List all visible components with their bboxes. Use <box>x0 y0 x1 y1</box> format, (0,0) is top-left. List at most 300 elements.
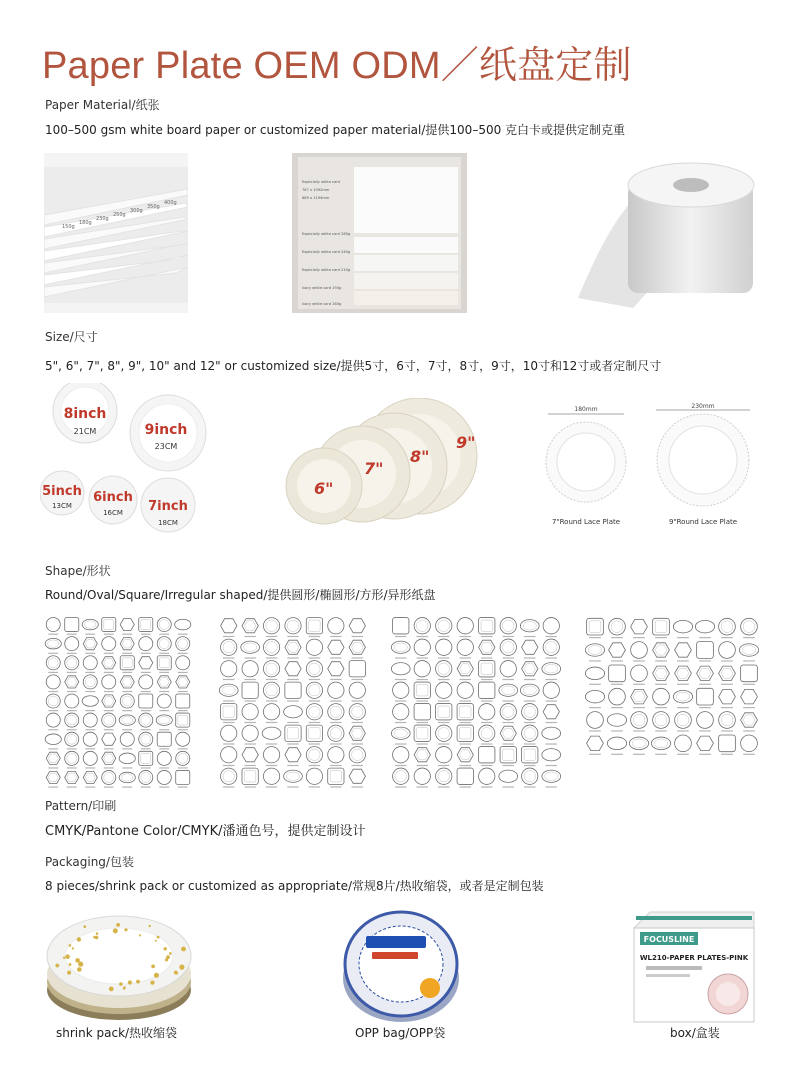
shape-caption-line <box>460 679 471 680</box>
shape-caption-line <box>159 729 169 730</box>
plate-shape-outline <box>287 620 298 631</box>
plate-shape-outline <box>159 639 169 649</box>
plate-shape-outline <box>546 642 557 653</box>
shape-caption-line <box>159 767 169 768</box>
plate-shape-outline <box>741 689 758 704</box>
shape-caption-line <box>743 637 755 638</box>
paper-stack-image <box>44 153 188 313</box>
swatch-line: Especially white card 280g <box>302 232 351 236</box>
plate-shape-outline <box>503 642 514 653</box>
gsm-label: 400g <box>164 200 177 206</box>
plate-shape-outline <box>417 685 428 696</box>
plate-shape-outline <box>244 771 255 782</box>
plate-shape-outline <box>309 706 320 717</box>
shape-caption-line <box>223 786 234 787</box>
plate-shape-outline <box>349 661 365 677</box>
pattern-text: CMYK/Pantone Color/CMYK/潘通色号，提供定制设计 <box>45 824 366 839</box>
shape-caption-line <box>589 707 601 708</box>
shape-caption-line <box>141 710 151 711</box>
shape-caption-line <box>104 691 114 692</box>
shape-caption-line <box>48 653 58 654</box>
gold-dot <box>55 964 59 968</box>
plate-6inch-inch: 6inch <box>93 490 133 505</box>
plate-shape-outline <box>677 714 689 726</box>
plate-shape-outline <box>438 728 449 739</box>
shape-caption-line <box>611 730 623 731</box>
plate-shape-outline <box>122 696 132 706</box>
gold-dot <box>116 923 120 927</box>
shape-caption-line <box>104 672 114 673</box>
plate-shape-outline <box>393 747 409 763</box>
shape-caption-line <box>330 636 341 637</box>
shape-caption-line <box>48 729 58 730</box>
stack-label-6: 6" <box>314 479 334 498</box>
shape-caption-line <box>655 660 667 661</box>
shape-caption-line <box>159 786 169 787</box>
plate-shape-outline <box>349 769 365 783</box>
plate-shape-outline <box>242 725 258 741</box>
shape-caption-line <box>48 710 58 711</box>
plate-shape-outline <box>141 715 151 725</box>
shape-caption-line <box>503 657 514 658</box>
shape-caption-line <box>141 672 151 673</box>
shape-caption-line <box>223 636 234 637</box>
shape-caption-line <box>438 765 449 766</box>
plate-shape-outline <box>263 747 279 763</box>
plate-shape-outline <box>328 747 344 763</box>
plate-5inch <box>40 471 84 515</box>
shape-caption-line <box>524 657 535 658</box>
shape-caption-line <box>266 743 277 744</box>
shape-caption-line <box>287 679 298 680</box>
plate-shape-outline <box>438 620 449 631</box>
shape-caption-line <box>611 754 623 755</box>
plate-shape-outline <box>655 714 667 726</box>
gsm-label: 150g <box>62 224 75 230</box>
plate-shape-outline <box>309 663 320 674</box>
plate-shape-outline <box>585 667 604 680</box>
shape-caption-line <box>266 679 277 680</box>
plate-shape-outline <box>394 729 407 738</box>
plate-shape-outline <box>414 768 430 784</box>
plate-shape-outline <box>306 639 322 655</box>
plate-shape-outline <box>328 682 344 698</box>
plate-shape-outline <box>414 639 430 655</box>
plate-shape-outline <box>349 682 365 698</box>
plate-shape-outline <box>139 694 153 708</box>
plate-shape-outline <box>349 619 365 633</box>
plate-shape-outline <box>545 772 558 781</box>
shape-caption-line <box>266 700 277 701</box>
stack-label-7: 7" <box>364 459 384 478</box>
plate-shape-outline <box>83 656 97 670</box>
shape-caption-line <box>721 707 733 708</box>
shape-caption-line <box>244 722 255 723</box>
shape-caption-line <box>611 684 623 685</box>
shape-caption-line <box>438 743 449 744</box>
shape-caption-line <box>244 700 255 701</box>
plate-shape-outline <box>309 728 320 739</box>
size-text: 5", 6", 7", 8", 9", 10" and 12" or customized size/提供5寸，6寸，7寸，8寸，9寸，10寸和12寸或者定制尺寸 <box>45 359 662 373</box>
plate-shape-outline <box>328 662 344 676</box>
stack-label-9: 9" <box>456 433 476 452</box>
plate-shape-outline <box>695 620 714 633</box>
shape-caption-line <box>67 672 77 673</box>
plate-shape-outline <box>67 773 77 781</box>
shape-caption-line <box>330 657 341 658</box>
shape-caption-line <box>611 660 623 661</box>
plate-shape-outline <box>522 640 538 654</box>
shrink-pack-image <box>44 912 194 1024</box>
shape-caption-line <box>633 684 645 685</box>
shape-caption-line <box>85 653 95 654</box>
gold-dot <box>151 965 155 969</box>
gold-dot <box>181 947 186 952</box>
shape-caption-line <box>721 684 733 685</box>
shape-caption-line <box>589 754 601 755</box>
plate-shape-outline <box>414 661 430 677</box>
plate-shape-outline <box>457 682 473 698</box>
shape-caption-line <box>633 637 645 638</box>
shape-caption-line <box>524 679 535 680</box>
stacked-plate-6 <box>286 448 362 524</box>
shape-caption-line <box>699 754 711 755</box>
shape-caption-line <box>178 634 188 635</box>
plate-shape-outline <box>438 706 449 717</box>
plate-5inch-inch: 5inch <box>42 484 82 499</box>
plate-shape-outline <box>479 682 495 698</box>
plate-shape-outline <box>585 690 604 703</box>
plate-shape-outline <box>67 678 77 687</box>
shape-caption-line <box>524 786 535 787</box>
plate-shape-outline <box>266 620 277 631</box>
shape-caption-line <box>503 786 514 787</box>
plate-shape-outline <box>287 728 298 739</box>
plate-shape-outline <box>309 685 320 696</box>
shape-text: Round/Oval/Square/Irregular shaped/提供圆形/椭圆形/方形/异形纸盘 <box>45 588 436 602</box>
box-image <box>630 908 758 1024</box>
shape-caption-line <box>699 707 711 708</box>
swatch-line: 889 x 1194mm <box>302 196 330 200</box>
plate-shape-outline <box>46 713 60 727</box>
plate-shape-outline <box>102 637 116 651</box>
gold-dot <box>155 940 157 942</box>
shape-caption-line <box>438 700 449 701</box>
plate-shape-outline <box>102 733 116 745</box>
plate-shape-outline <box>393 704 409 720</box>
plate-shape-outline <box>589 621 601 633</box>
plate-shape-outline <box>393 618 409 634</box>
shape-caption-line <box>460 700 471 701</box>
gold-dot <box>69 944 72 947</box>
swatch-line: Especially white card 240g <box>302 250 351 254</box>
shape-caption-line <box>266 765 277 766</box>
gold-dot <box>136 980 140 984</box>
plate-shape-outline <box>266 663 277 674</box>
plate-shape-outline <box>176 656 190 670</box>
plate-shape-outline <box>460 706 471 717</box>
plate-shape-outline <box>632 739 645 748</box>
plate-shape-outline <box>677 668 689 678</box>
plate-shape-outline <box>244 643 257 652</box>
plate-shape-outline <box>500 661 516 677</box>
shape-caption-line <box>85 672 95 673</box>
shape-caption-line <box>503 700 514 701</box>
plate-7inch <box>141 478 195 532</box>
plate-shape-outline <box>178 715 188 725</box>
plate-shape-outline <box>46 618 60 632</box>
plate-shape-outline <box>743 621 755 633</box>
plate-shape-outline <box>503 728 514 738</box>
shape-caption-line <box>159 653 169 654</box>
shape-caption-line <box>503 722 514 723</box>
shape-caption-line <box>352 657 363 658</box>
plate-shape-outline <box>352 642 363 652</box>
plate-shape-outline <box>524 749 535 760</box>
shape-caption-line <box>546 743 557 744</box>
plate-shape-outline <box>633 714 645 726</box>
plate-shape-outline <box>119 753 135 764</box>
shape-caption-line <box>743 730 755 731</box>
plate-shape-outline <box>223 642 234 653</box>
shape-caption-line <box>159 691 169 692</box>
gold-dot <box>119 982 123 986</box>
shape-caption-line <box>546 786 557 787</box>
plate-shape-outline <box>83 732 97 746</box>
shape-caption-line <box>611 637 623 638</box>
plate-shape-outline <box>719 689 736 704</box>
plate-shape-outline <box>306 768 322 784</box>
plate-shape-outline <box>697 736 714 751</box>
shape-caption-line <box>159 634 169 635</box>
gold-dot <box>109 987 114 992</box>
plate-shape-outline <box>524 728 535 739</box>
shape-caption-line <box>287 786 298 787</box>
shape-caption-line <box>244 679 255 680</box>
box-title: WL210-PAPER PLATES-PINK <box>639 954 749 962</box>
plate-shape-outline <box>85 621 96 628</box>
shape-caption-line <box>633 707 645 708</box>
gold-dot <box>169 952 172 955</box>
gold-dot <box>150 981 154 985</box>
shape-caption-line <box>699 637 711 638</box>
shape-caption-line <box>48 634 58 635</box>
plate-shape-outline <box>542 727 561 739</box>
gold-dot <box>96 932 99 935</box>
gold-dot <box>65 954 70 959</box>
shape-caption-line <box>417 786 428 787</box>
shape-caption-line <box>395 743 406 744</box>
shape-caption-line <box>178 767 188 768</box>
gold-dot <box>124 928 127 931</box>
plate-shape-outline <box>286 772 299 781</box>
gold-dot <box>75 958 80 963</box>
plate-shape-outline <box>653 688 670 705</box>
plate-shape-outline <box>157 732 171 746</box>
plate-shape-outline <box>481 642 492 652</box>
shape-caption-line <box>141 634 151 635</box>
plate-shape-outline <box>719 642 736 659</box>
shape-caption-line <box>85 729 95 730</box>
shape-caption-line <box>48 767 58 768</box>
plate-shape-outline <box>141 620 151 630</box>
plate-shape-outline <box>479 747 495 763</box>
shape-caption-line <box>178 691 188 692</box>
caption-opp-bag: OPP bag/OPP袋 <box>355 1026 446 1040</box>
plate-shape-outline <box>242 748 258 762</box>
shape-caption-line <box>677 684 689 685</box>
plate-shape-outline <box>65 694 79 708</box>
gold-dot <box>93 936 96 939</box>
plate-shape-outline <box>285 682 301 698</box>
shape-caption-line <box>48 691 58 692</box>
shape-caption-line <box>481 636 492 637</box>
shape-caption-line <box>395 657 406 658</box>
plate-shape-outline <box>67 734 77 744</box>
gold-dot <box>175 972 178 975</box>
shape-caption-line <box>524 722 535 723</box>
plate-shape-outline <box>83 713 97 727</box>
lace-plate-9 <box>656 403 750 526</box>
shape-caption-line <box>178 653 188 654</box>
shape-caption-line <box>546 657 557 658</box>
plate-shape-outline <box>499 770 518 782</box>
gold-dot <box>63 957 65 959</box>
shape-caption-line <box>417 657 428 658</box>
shape-caption-line <box>122 710 132 711</box>
plate-shape-outline <box>141 753 151 763</box>
plate-shape-outline <box>697 712 714 729</box>
plate-shape-outline <box>176 732 190 746</box>
plate-shape-outline <box>524 664 535 674</box>
plate-shape-outline <box>104 697 114 706</box>
gold-dot <box>67 971 71 975</box>
shape-caption-line <box>352 679 363 680</box>
shape-caption-line <box>309 679 320 680</box>
plate-shape-outline <box>438 663 449 674</box>
opp-bag-image <box>342 906 460 1024</box>
plate-shape-outline <box>607 714 626 727</box>
plate-shape-outline <box>675 643 692 657</box>
shape-caption-line <box>48 672 58 673</box>
gold-dot <box>179 965 184 970</box>
shape-caption-line <box>330 786 341 787</box>
caption-box: box/盒装 <box>670 1026 720 1040</box>
plate-shape-outline <box>242 682 258 698</box>
plate-shape-outline <box>122 639 132 648</box>
plate-shape-outline <box>436 682 452 698</box>
shape-caption-line <box>309 786 320 787</box>
shape-caption-line <box>589 684 601 685</box>
size-plates-image <box>40 383 220 533</box>
plate-shape-outline <box>266 642 277 653</box>
shape-caption-line <box>481 679 492 680</box>
shape-caption-line <box>223 722 234 723</box>
shape-caption-line <box>352 743 363 744</box>
plate-shape-outline <box>587 712 604 729</box>
plate-shape-outline <box>697 688 714 705</box>
shape-caption-line <box>85 634 95 635</box>
pattern-label: Pattern/印刷 <box>45 799 117 813</box>
plate-shape-outline <box>262 727 281 739</box>
plate-6inch-cm: 16CM <box>103 509 123 517</box>
shape-caption-line <box>48 786 58 787</box>
plate-shape-outline <box>741 735 758 752</box>
plate-shape-outline <box>545 664 558 673</box>
shape-caption-line <box>633 754 645 755</box>
plate-shape-outline <box>609 688 626 705</box>
shape-caption-line <box>589 660 601 661</box>
plate-shape-outline <box>120 732 134 746</box>
shape-caption-line <box>352 700 363 701</box>
shape-caption-line <box>721 637 733 638</box>
shape-caption-line <box>699 684 711 685</box>
plate-shape-outline <box>139 675 153 689</box>
shape-caption-line <box>141 748 151 749</box>
shape-caption-line <box>309 743 320 744</box>
stack-label-8: 8" <box>410 447 430 466</box>
shape-caption-line <box>67 748 77 749</box>
plate-shape-outline <box>176 770 190 784</box>
gold-dot <box>157 936 160 939</box>
plate-shape-outline <box>48 658 58 668</box>
plate-shape-outline <box>104 620 114 630</box>
plate-shape-outline <box>352 749 363 760</box>
shape-caption-line <box>395 700 406 701</box>
plate-shape-outline <box>330 728 341 739</box>
shape-caption-line <box>743 660 755 661</box>
plate-shape-outline <box>436 639 452 655</box>
shape-caption-line <box>743 684 755 685</box>
plate-shape-outline <box>159 678 169 687</box>
plate-9inch-cm: 23CM <box>154 442 178 451</box>
box-brand: FOCUSLINE <box>643 935 695 944</box>
plate-shape-outline <box>104 715 114 725</box>
plate-shape-outline <box>284 706 303 718</box>
lace-plates-image <box>540 400 760 530</box>
plate-shape-outline <box>721 714 733 726</box>
shape-caption-line <box>611 707 623 708</box>
shape-caption-line <box>287 722 298 723</box>
gold-dot <box>154 973 159 978</box>
swatch-line: Especially white card 210g <box>302 268 351 272</box>
plate-shape-outline <box>542 749 561 761</box>
shape-caption-line <box>460 765 471 766</box>
shape-caption-line <box>481 722 492 723</box>
shape-caption-line <box>677 730 689 731</box>
plate-shape-outline <box>394 643 407 652</box>
shape-caption-line <box>677 637 689 638</box>
plate-shape-outline <box>48 696 58 706</box>
plate-shape-outline <box>741 665 758 682</box>
lace-dim-7: 180mm <box>574 406 598 413</box>
plate-shape-outline <box>543 705 559 719</box>
shape-caption-line <box>460 722 471 723</box>
plate-shape-outline <box>263 704 279 720</box>
plate-shape-outline <box>436 747 452 763</box>
lace-name-9: 9"Round Lace Plate <box>668 518 738 526</box>
plate-shape-outline <box>178 678 188 687</box>
shape-caption-line <box>104 767 114 768</box>
plate-shape-outline <box>309 620 320 631</box>
plate-shape-outline <box>266 685 277 696</box>
shape-caption-line <box>223 765 234 766</box>
shape-caption-line <box>417 722 428 723</box>
plate-shape-outline <box>263 768 279 784</box>
gold-dot <box>72 947 74 949</box>
shape-caption-line <box>141 691 151 692</box>
shape-caption-line <box>159 748 169 749</box>
